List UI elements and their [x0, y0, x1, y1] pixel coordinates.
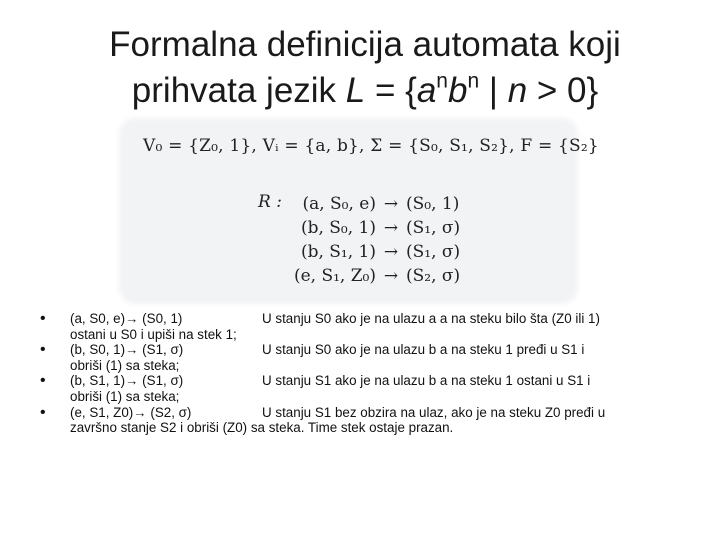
title-line-2	[60, 68, 670, 114]
slide-title	[60, 22, 670, 114]
rule-rhs: (S₁, σ)	[406, 218, 461, 238]
rule-lhs: (e, S₁, Z₀)	[293, 266, 376, 286]
rule-rhs: (S₁, σ)	[406, 242, 461, 262]
rule-row	[283, 264, 496, 288]
title-eq: = {	[365, 71, 417, 110]
title-exp-1: n	[436, 69, 448, 93]
rule-lhs: (b, S₁, 1)	[300, 242, 376, 262]
automaton-definition-image	[125, 124, 599, 298]
bullet-description: U stanju S1 ako je na ulazu b a na steku 1 ostani u S1 i	[262, 373, 591, 389]
title-L: L	[345, 71, 366, 110]
bullet-continuation: završno stanje S2 i obriši (Z0) sa steka. Time stek ostaje prazan.	[70, 420, 454, 436]
rule-rhs: (S₀, 1)	[406, 194, 460, 214]
bullet-description: U stanju S0 ako je na ulazu b a na steku 1 pređi u S1 i	[262, 342, 585, 358]
bullet-continuation: obriši (1) sa steka;	[70, 388, 180, 404]
list-item	[40, 373, 700, 404]
bullet-rule: • (e, S1, Z0)→ (S2, σ)	[70, 404, 192, 420]
arrow-icon: →	[383, 266, 399, 286]
bullet-description: U stanju S0 ako je na ulazu a a na steku bilo šta (Z0 ili 1)	[262, 311, 600, 326]
arrow-icon: →	[383, 242, 399, 262]
rule-row	[283, 240, 496, 264]
explanation-list	[40, 311, 700, 436]
title-line-1: Formalna definicija automata koji	[109, 25, 621, 64]
bullet-rule: • (b, S1, 1)→ (S1, σ)	[70, 373, 184, 389]
title-prefix: prihvata jezik	[131, 71, 346, 110]
title-sep: |	[479, 71, 508, 110]
rule-row	[283, 216, 496, 240]
rule-row	[283, 192, 496, 216]
arrow-icon: →	[383, 218, 399, 238]
rule-lhs: (b, S₀, 1)	[300, 218, 376, 238]
list-item	[40, 405, 700, 436]
rules-list	[283, 192, 496, 288]
title-b: b	[447, 71, 468, 110]
list-item	[40, 311, 700, 342]
definition-line: V₀ = {Z₀, 1}, Vᵢ = {a, b}, Σ = {S₀, S₁, S₂}, F = {S₂}	[143, 136, 599, 156]
arrow-icon: →	[383, 194, 399, 214]
title-tail: > 0}	[527, 71, 599, 110]
bullet-continuation: ostani u S0 i upiši na stek 1;	[70, 326, 237, 342]
title-exp-2: n	[467, 69, 480, 93]
bullet-continuation: obriši (1) sa steka;	[70, 357, 180, 373]
bullet-rule: • (a, S0, e)→ (S0, 1)	[70, 311, 183, 326]
rules-label: R :	[258, 192, 282, 212]
list-item	[40, 342, 700, 373]
rule-rhs: (S₂, σ)	[406, 266, 461, 286]
title-a: a	[416, 71, 437, 110]
title-n: n	[507, 71, 528, 110]
bullet-description: U stanju S1 bez obzira na ulaz, ako je na steku Z0 pređi u	[262, 404, 606, 420]
bullet-rule: • (b, S0, 1)→ (S1, σ)	[70, 342, 184, 358]
rule-lhs: (a, S₀, e)	[302, 194, 376, 214]
